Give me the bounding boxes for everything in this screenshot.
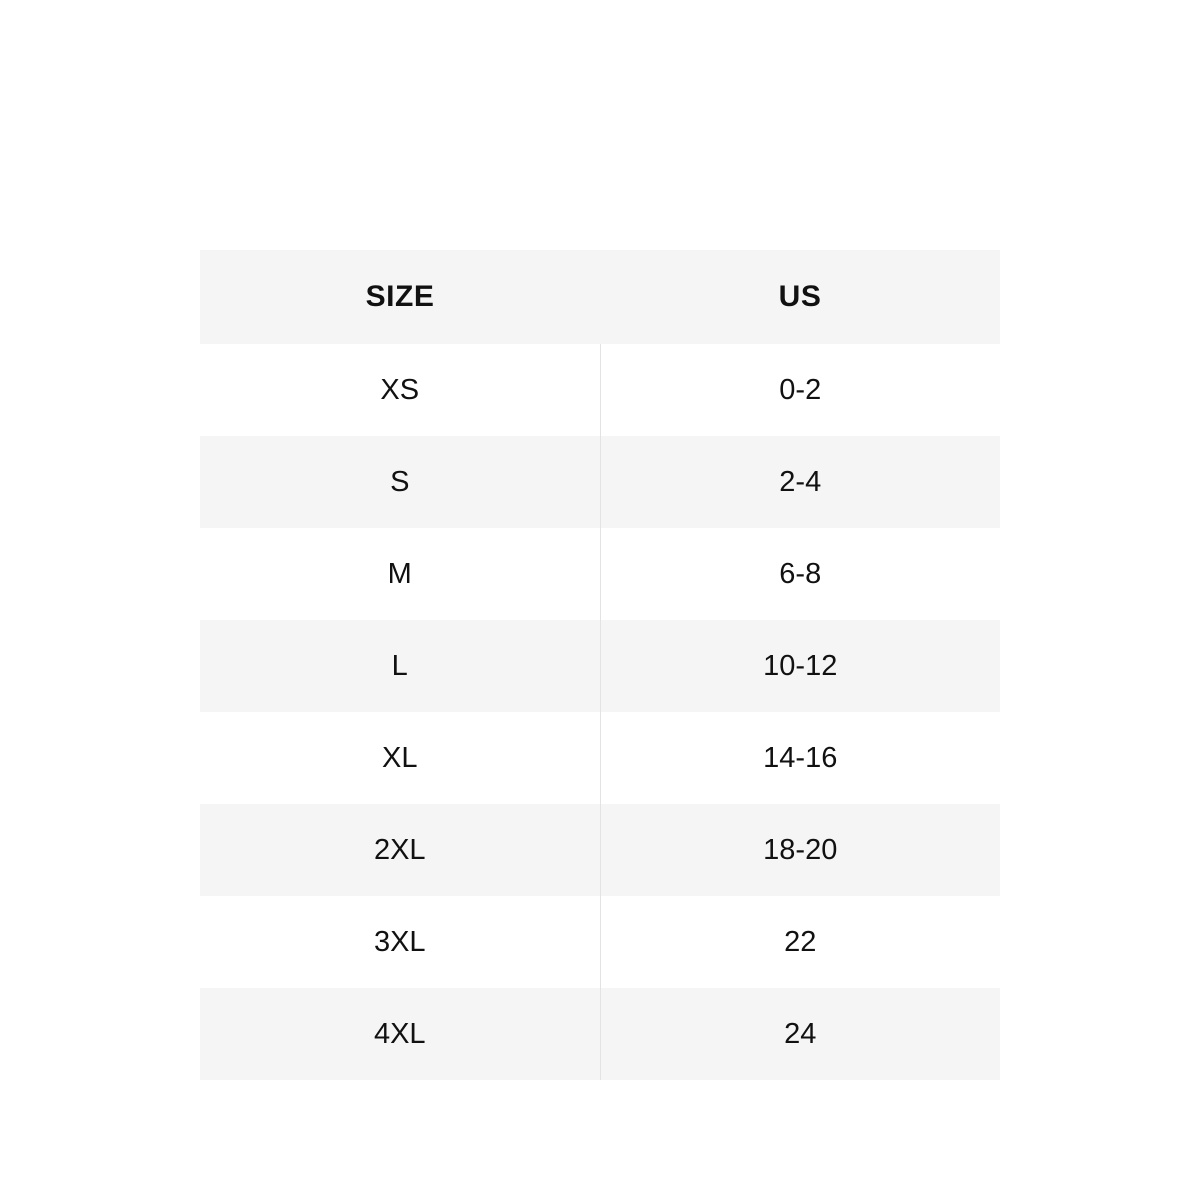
cell-size: 4XL bbox=[200, 988, 600, 1080]
table-row bbox=[200, 988, 1000, 1080]
cell-us: 22 bbox=[600, 896, 1000, 988]
column-header-size: SIZE bbox=[200, 250, 600, 344]
table-row bbox=[200, 712, 1000, 804]
column-header-us: US bbox=[600, 250, 1000, 344]
table-row bbox=[200, 896, 1000, 988]
cell-size: M bbox=[200, 528, 600, 620]
table-row bbox=[200, 436, 1000, 528]
cell-us: 10-12 bbox=[600, 620, 1000, 712]
size-chart-container bbox=[200, 250, 1000, 1080]
table-row bbox=[200, 528, 1000, 620]
table-body bbox=[200, 344, 1000, 1080]
cell-us: 18-20 bbox=[600, 804, 1000, 896]
cell-size: S bbox=[200, 436, 600, 528]
cell-size: XS bbox=[200, 344, 600, 436]
cell-us: 14-16 bbox=[600, 712, 1000, 804]
cell-size: L bbox=[200, 620, 600, 712]
table-header-row bbox=[200, 250, 1000, 344]
cell-us: 0-2 bbox=[600, 344, 1000, 436]
table-header bbox=[200, 250, 1000, 344]
table-row bbox=[200, 804, 1000, 896]
cell-us: 24 bbox=[600, 988, 1000, 1080]
cell-us: 2-4 bbox=[600, 436, 1000, 528]
cell-us: 6-8 bbox=[600, 528, 1000, 620]
cell-size: 3XL bbox=[200, 896, 600, 988]
table-row bbox=[200, 620, 1000, 712]
cell-size: 2XL bbox=[200, 804, 600, 896]
cell-size: XL bbox=[200, 712, 600, 804]
size-chart-table bbox=[200, 250, 1000, 1080]
table-row bbox=[200, 344, 1000, 436]
